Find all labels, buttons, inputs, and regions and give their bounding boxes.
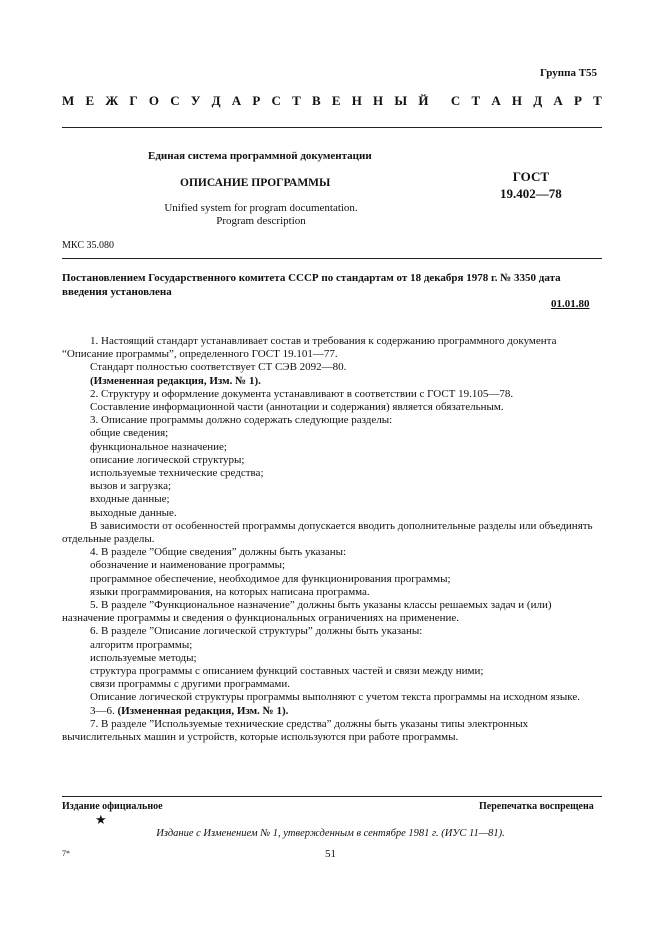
paragraph-text: 5. В разделе ”Функциональное назначение” должны быть указаны классы решаемых задач и (или) назначение программы и сведения о функциональных ограничениях на применение. — [62, 599, 552, 625]
body-paragraph — [62, 665, 599, 678]
body-paragraph — [62, 639, 599, 652]
body-paragraph — [62, 559, 599, 572]
system-name: Единая система программной документации — [148, 150, 372, 162]
english-title — [152, 202, 370, 228]
paragraph-text: входные данные; — [90, 493, 170, 506]
body-paragraph — [62, 454, 599, 467]
effective-date: 01.01.80 — [551, 298, 590, 310]
banner-letter: В — [311, 93, 321, 108]
paragraph-text: В зависимости от особенностей программы допускается вводить дополнительные разделы или объединять отдельные разделы. — [62, 519, 593, 546]
banner-letter: Н — [373, 93, 384, 108]
paragraph-text: 6. В разделе ”Описание логической структуры” должны быть указаны: — [90, 625, 423, 638]
paragraph-text: 7. В разделе ”Используемые технические средства” должны быть указаны типы электронных вычислительных машин и устройств, которые используются при работе программы. — [62, 717, 529, 744]
body-paragraph — [62, 335, 599, 361]
banner-letter: Е — [331, 93, 341, 108]
resolution-text: Постановлением Государственного комитета СССР по стандартам от 18 декабря 1978 г. № 3350 дата введения установлена — [62, 272, 561, 298]
banner-letter: Г — [129, 93, 138, 108]
english-title-line-1: Unified system for program documentation. — [164, 202, 358, 214]
banner-letter: А — [553, 93, 563, 108]
banner-letter: Ы — [394, 93, 408, 108]
reprint-prohibited-label: Перепечатка воспрещена — [479, 801, 594, 812]
banner-letter: А — [491, 93, 501, 108]
body-paragraph — [62, 480, 599, 493]
paragraph-text: Описание логической структуры программы выполняют с учетом текста программы на исходном языке. — [90, 691, 580, 704]
official-edition-label: Издание официальное — [62, 801, 163, 812]
body-paragraph — [62, 705, 599, 718]
paragraph-text: 3. Описание программы должно содержать следующие разделы: — [90, 414, 393, 427]
paragraph-text: обозначение и наименование программы; — [90, 559, 286, 572]
body-paragraph — [62, 375, 599, 388]
banner-letter: Й — [418, 93, 429, 108]
printer-mark: 7* — [62, 849, 70, 858]
paragraph-text: 3—6. — [90, 704, 118, 717]
paragraph-text: алгоритм программы; — [90, 638, 193, 651]
banner-letter: А — [231, 93, 242, 108]
body-paragraph — [62, 691, 599, 704]
banner-letter: Д — [533, 93, 543, 108]
body-paragraph — [62, 652, 599, 665]
mks-code: МКС 35.080 — [62, 240, 114, 251]
paragraph-text: связи программы с другими программами. — [90, 678, 291, 691]
paragraph-text: вызов и загрузка; — [90, 480, 172, 493]
body-paragraph — [62, 586, 599, 599]
body-paragraph — [62, 573, 599, 586]
paragraph-text: Составление информационной части (аннотации и содержания) является обязательным. — [90, 401, 504, 414]
banner-letter: Д — [211, 93, 221, 108]
banner-letter: С — [170, 93, 180, 108]
banner-letter: Р — [252, 93, 261, 108]
body-paragraph — [62, 427, 599, 440]
banner-letter: Т — [292, 93, 301, 108]
star-icon: ★ — [95, 812, 107, 827]
body-paragraph — [62, 718, 599, 744]
banner-letter: Р — [574, 93, 582, 108]
gost-number: 19.402—78 — [500, 186, 562, 201]
banner-letter: Т — [471, 93, 481, 108]
paragraph-text: структура программы с описанием функций составных частей и связи между ними; — [90, 665, 484, 678]
banner-letter: С — [271, 93, 281, 108]
paragraph-text: описание логической структуры; — [90, 453, 245, 466]
body-paragraph — [62, 678, 599, 691]
banner-letter: М — [62, 93, 75, 108]
paragraph-text: 2. Структуру и оформление документа устанавливают в соответствии с ГОСТ 19.105—78. — [90, 387, 514, 400]
paragraph-text: языки программирования, на которых написана программа. — [90, 585, 370, 598]
title-divider — [62, 258, 602, 259]
gost-designation — [500, 168, 562, 202]
banner-letter: Т — [593, 93, 602, 108]
page-number: 51 — [325, 848, 336, 860]
header-divider — [62, 127, 602, 128]
body-paragraph — [62, 546, 599, 559]
paragraph-text: выходные данные. — [90, 506, 177, 519]
english-title-line-2: Program description — [216, 215, 306, 227]
banner-letter: Е — [85, 93, 95, 108]
paragraph-text: Стандарт полностью соответствует СТ СЭВ 2092—80. — [90, 361, 347, 374]
body-paragraph — [62, 520, 599, 546]
group-code: Группа Т55 — [540, 67, 598, 79]
document-title: ОПИСАНИЕ ПРОГРАММЫ — [180, 177, 331, 189]
paragraph-text: программное обеспечение, необходимое для функционирования программы; — [90, 572, 451, 585]
body-paragraph — [62, 388, 599, 401]
paragraph-text: функциональное назначение; — [90, 440, 227, 453]
body-paragraph — [62, 467, 599, 480]
gost-label: ГОСТ — [512, 169, 550, 184]
body-paragraph — [62, 625, 599, 638]
body-paragraph — [62, 599, 599, 625]
banner-letter: С — [450, 93, 461, 108]
body-text — [62, 335, 599, 744]
body-paragraph — [62, 493, 599, 506]
paragraph-text: используемые методы; — [90, 651, 197, 664]
banner-letter: У — [190, 93, 201, 108]
standard-banner — [62, 93, 602, 109]
amendment-note: Издание с Изменением № 1, утвержденным в сентябре 1981 г. (ИУС 11—81). — [156, 828, 505, 839]
banner-letter: Н — [511, 93, 523, 108]
body-paragraph — [62, 507, 599, 520]
paragraph-text: используемые технические средства; — [90, 467, 264, 480]
paragraph-text: 4. В разделе ”Общие сведения” должны быть указаны: — [90, 546, 347, 559]
paragraph-text: общие сведения; — [90, 427, 169, 440]
banner-letter: Ж — [105, 93, 119, 108]
paragraph-text: (Измененная редакция, Изм. № 1). — [90, 374, 261, 387]
banner-letter: Н — [351, 93, 362, 108]
paragraph-text: 1. Настоящий стандарт устанавливает состав и требования к содержанию программного документа “Описание программы”, определенного ГОСТ 19.101—77. — [62, 335, 557, 361]
body-paragraph — [62, 401, 599, 414]
body-paragraph — [62, 361, 599, 374]
banner-letter: О — [148, 93, 160, 108]
body-paragraph — [62, 414, 599, 427]
body-paragraph — [62, 441, 599, 454]
amendment-reference: (Измененная редакция, Изм. № 1). — [117, 704, 289, 717]
footer-divider — [62, 796, 602, 797]
